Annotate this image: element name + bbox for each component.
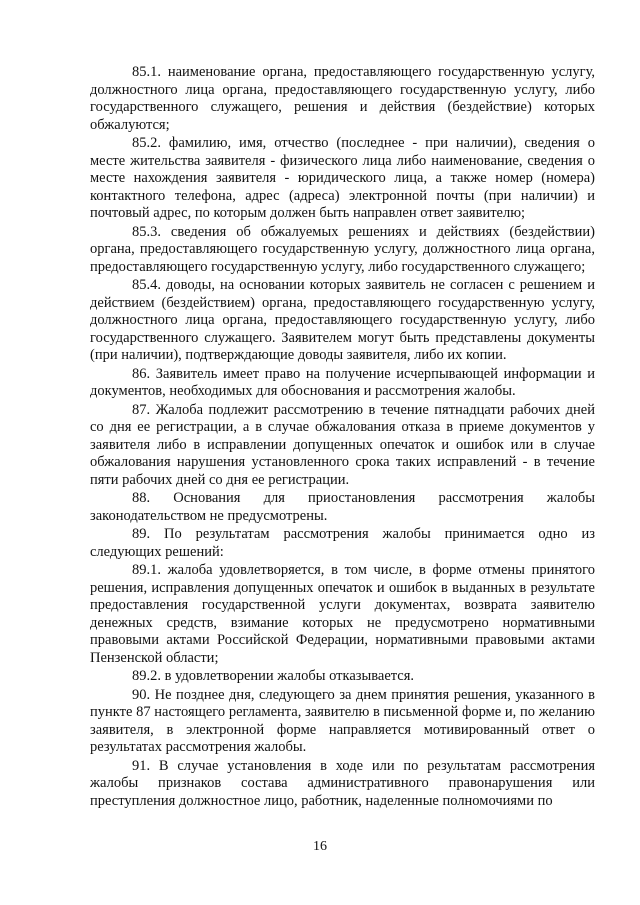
paragraph-89: 89. По результатам рассмотрения жалобы принимается одно из следующих решений: bbox=[90, 526, 595, 560]
paragraph-87: 87. Жалоба подлежит рассмотрению в течение пятнадцати рабочих дней со дня ее регистрации, а в случае обжалования отказа в приеме документов у заявителя либо в исправлении допущенных опечаток и ошибок или в случае обжалования нарушения установленного срока таких исправлений - в течение пяти рабочих дней со дня ее регистрации. bbox=[90, 401, 595, 488]
paragraph-90: 90. Не позднее дня, следующего за днем принятия решения, указанного в пункте 87 настоящего регламента, заявителю в письменной форме и, по желанию заявителя, в электронной форме направляется мотивированный ответ о результатах рассмотрения жалобы. bbox=[90, 686, 595, 755]
paragraph-89-1: 89.1. жалоба удовлетворяется, в том числе, в форме отмены принятого решения, исправления допущенных опечаток и ошибок в выданных в результате предоставления государственной услуги документах, возврата заявителю денежных средств, взимание которых не предусмотрено нормативными правовыми актами Российской Федерации, нормативными правовыми актами Пензенской области; bbox=[90, 562, 595, 666]
paragraph-85-1: 85.1. наименование органа, предоставляющего государственную услугу, должностного лица органа, предоставляющего государственную услугу, либо государственного служащего, решения и действия (бездействие) которых обжалуются; bbox=[90, 64, 595, 133]
paragraph-85-4: 85.4. доводы, на основании которых заявитель не согласен с решением и действием (бездействием) органа, предоставляющего государственную услугу, должностного лица органа, предоставляющего государственную услугу, либо государственного служащего. Заявителем могут быть представлены документы (при наличии), подтверждающие доводы заявителя, либо их копии. bbox=[90, 277, 595, 363]
page-number: 16 bbox=[313, 839, 327, 854]
paragraph-88: 88. Основания для приостановления рассмотрения жалобы законодательством не предусмотрены. bbox=[90, 490, 595, 524]
document-body bbox=[90, 64, 595, 811]
paragraph-89-2: 89.2. в удовлетворении жалобы отказывается. bbox=[132, 668, 415, 684]
paragraph-85-2: 85.2. фамилию, имя, отчество (последнее - при наличии), сведения о месте жительства заявителя - физического лица либо наименование, сведения о месте нахождения заявителя - юридического лица, а также номер (номера) контактного телефона, адрес (адреса) электронной почты (при наличии) и почтовый адрес, по которым должен быть направлен ответ заявителю; bbox=[90, 135, 595, 221]
paragraph-86: 86. Заявитель имеет право на получение исчерпывающей информации и документов, необходимых для обоснования и рассмотрения жалобы. bbox=[90, 365, 595, 399]
paragraph-91: 91. В случае установления в ходе или по результатам рассмотрения жалобы признаков состава административного правонарушения или преступления должностное лицо, работник, наделенные полномочиями по bbox=[90, 757, 595, 809]
paragraph-85-3: 85.3. сведения об обжалуемых решениях и действиях (бездействии) органа, предоставляющего государственную услугу, должностного лица органа, предоставляющего государственную услугу, либо государственного служащего; bbox=[90, 223, 595, 275]
